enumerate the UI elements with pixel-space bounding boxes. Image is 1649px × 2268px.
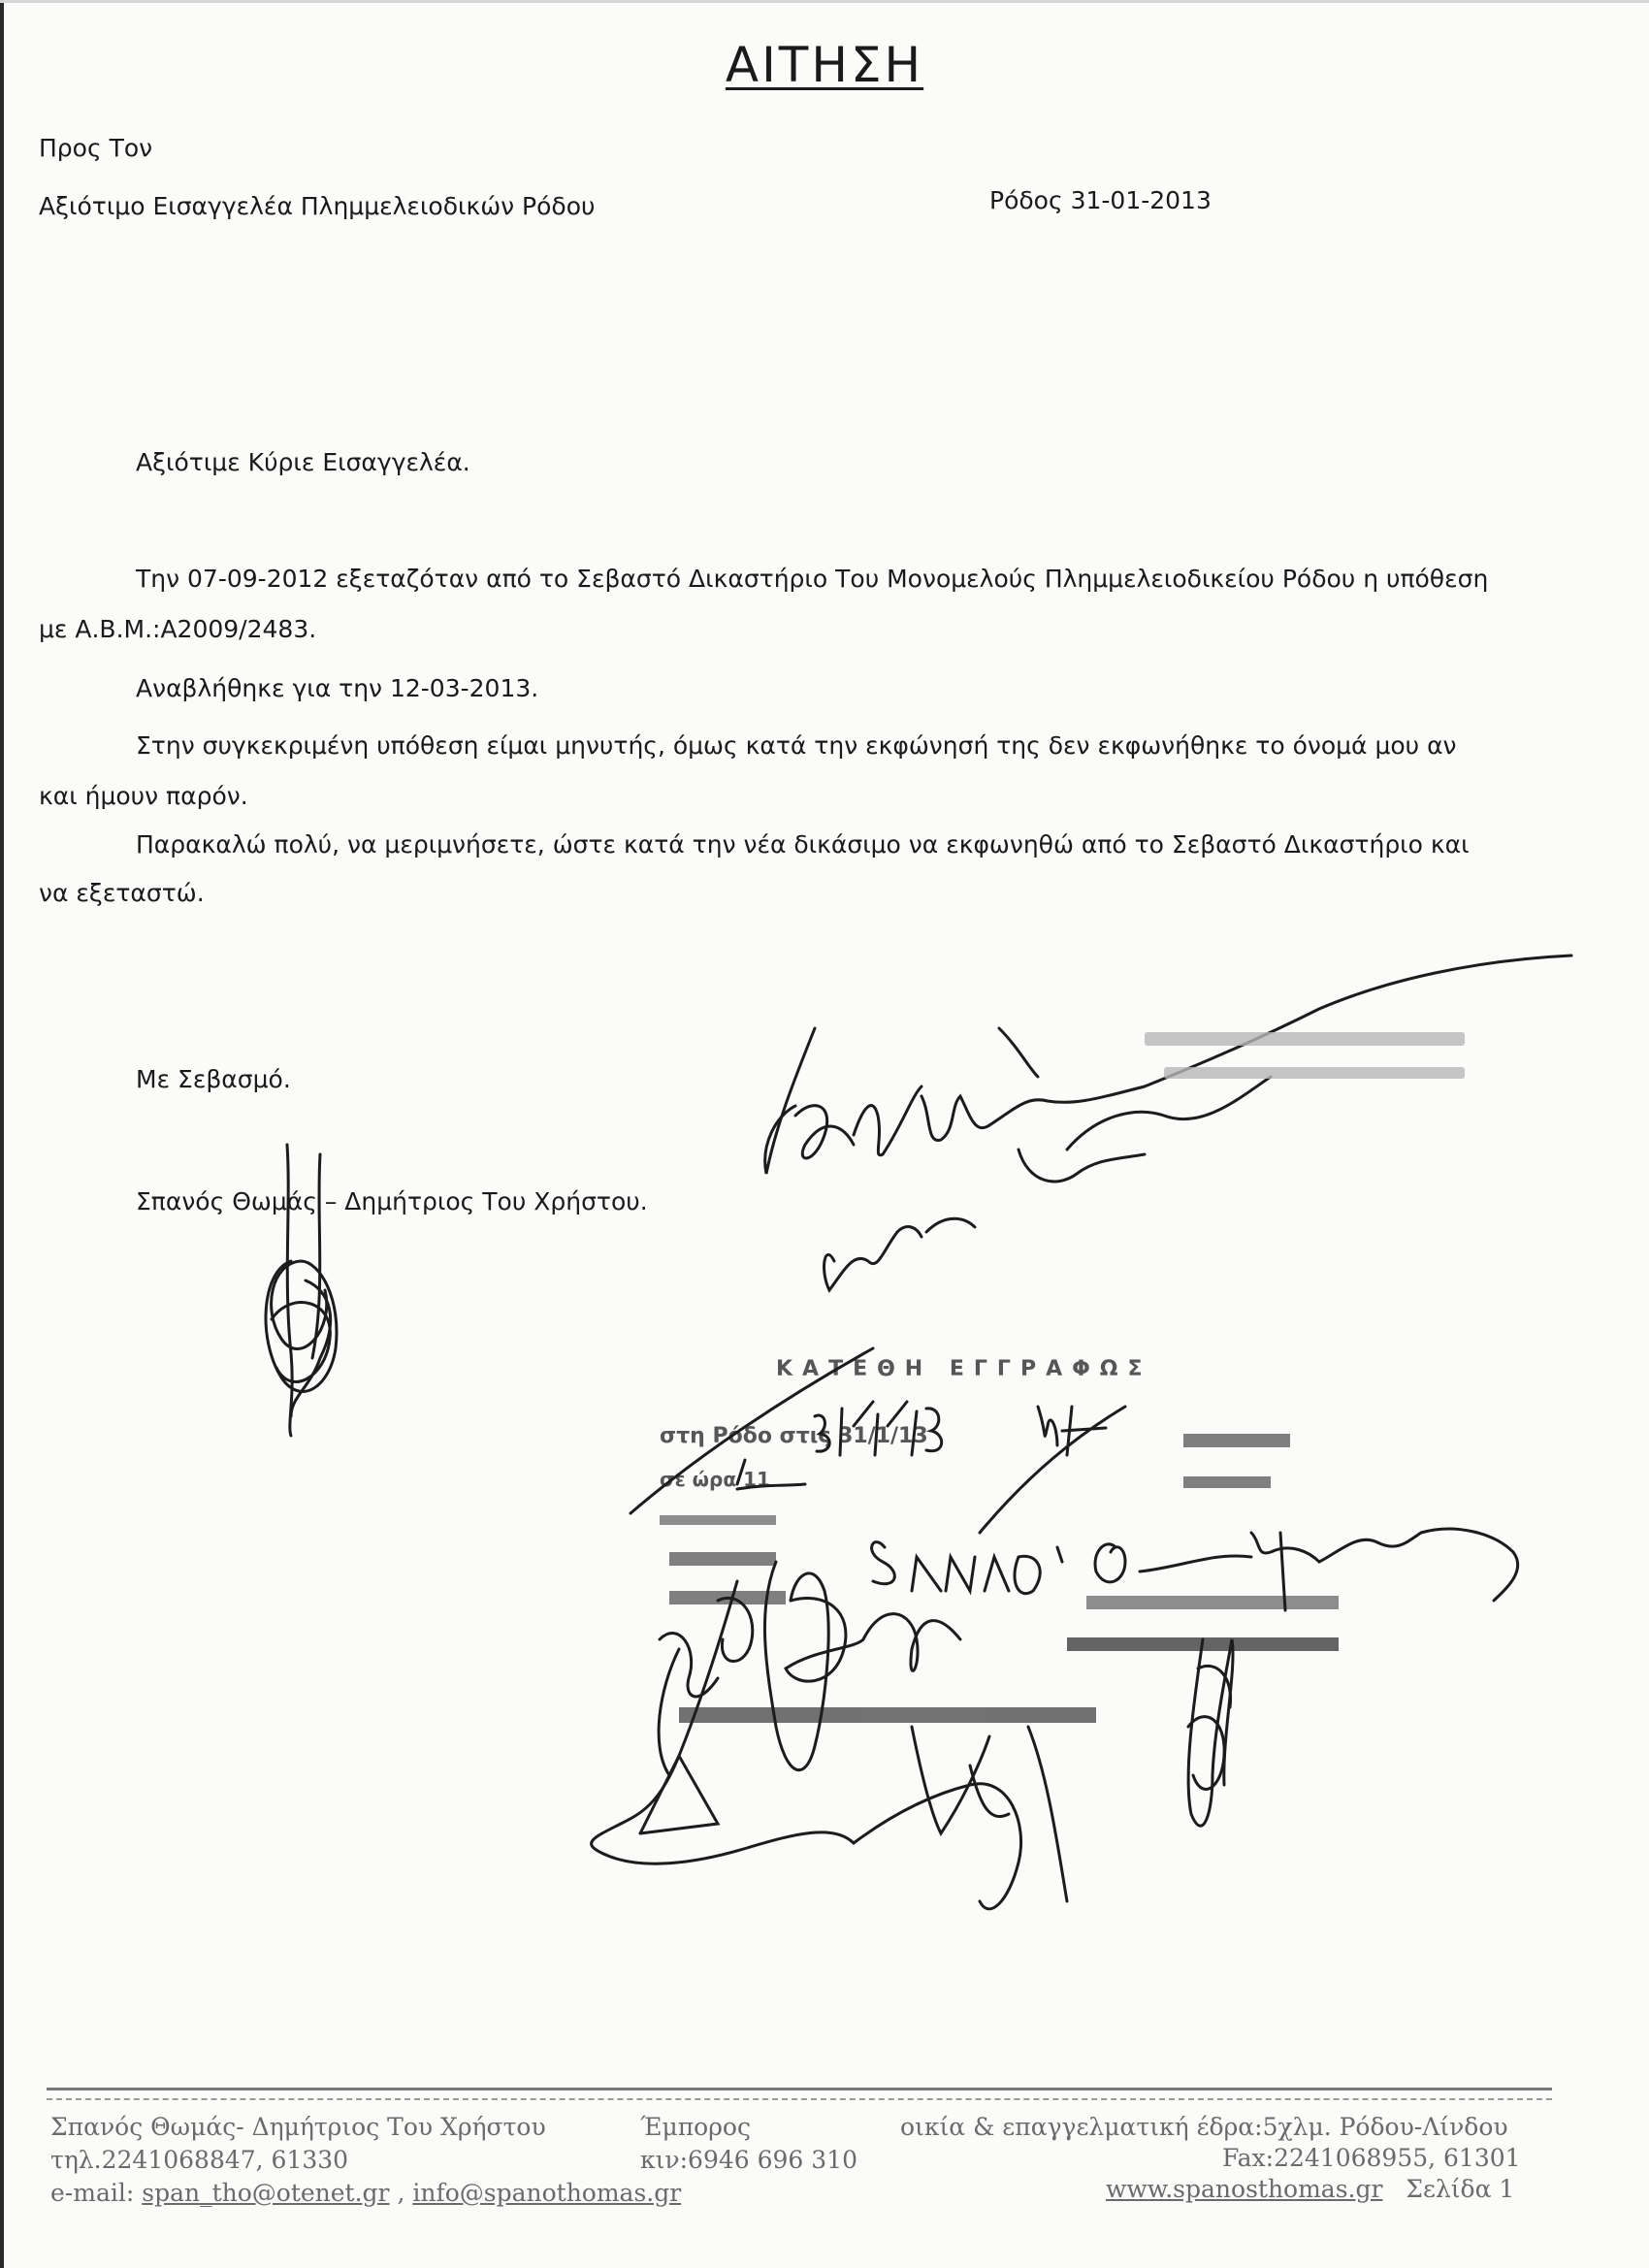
footer-email [50,2179,681,2207]
footer-fax: Fax:2241068955, 61301 [1222,2144,1521,2172]
paragraph-1-line-2: με Α.Β.Μ.:Α2009/2483. [39,615,317,643]
second-signature [1188,1639,1233,1826]
footer-divider [47,2088,1552,2100]
stamp-line-1: ΚΑΤΕΘΗ ΕΓΓΡΑΦΩΣ [776,1357,1152,1381]
footer-email-link-1[interactable]: span_tho@otenet.gr [142,2179,390,2207]
footer-email-separator: , [389,2179,413,2207]
faint-stamp [1145,1032,1465,1079]
footer-profession: Έμπορος [640,2113,751,2141]
footer-mobile: κιν:6946 696 310 [640,2146,857,2174]
footer-web-page [1106,2175,1514,2203]
recipient-line-1: Προς Τον [39,134,153,162]
paragraph-3-line-2: και ήμουν παρόν. [39,782,248,810]
stamp-line-2: στη Ρόδο στις 31/1/13 [660,1424,928,1448]
paragraph-3-line-1: Στην συγκεκριμένη υπόθεση είμαι μηνυτής, όμως κατά την εκφώνησή της δεν εκφωνήθηκε το όνομά μου αν [136,731,1457,760]
paragraph-2: Αναβλήθηκε για την 12-03-2013. [136,674,539,702]
footer-name: Σπανός Θωμάς- Δημήτριος Του Χρήστου [50,2113,546,2141]
recipient-line-2: Αξιότιμο Εισαγγελέα Πλημμελειοδικών Ρόδου [39,192,596,220]
footer-address: οικία & επαγγελματική έδρα:5χλμ. Ρόδου-Λίνδου [900,2113,1508,2141]
stamp-line-3: σε ώρα 11 [660,1468,770,1491]
handwritten-note [765,956,1571,1290]
signatory-name: Σπανός Θωμάς – Δημήτριος Του Χρήστου. [136,1187,648,1215]
closing: Με Σεβασμό. [136,1065,291,1093]
footer-email-label: e-mail: [50,2179,135,2207]
footer-website-link[interactable]: www.spanosthomas.gr [1106,2175,1383,2203]
footer-page-number: Σελίδα 1 [1406,2175,1515,2203]
letter-date: Ρόδος 31-01-2013 [989,186,1212,214]
document-title: ΑΙΤΗΣΗ [725,37,924,93]
salutation: Αξιότιμε Κύριε Εισαγγελέα. [136,448,470,476]
paragraph-4-line-1: Παρακαλώ πολύ, να μεριμνήσετε, ώστε κατά την νέα δικάσιμο να εκφωνηθώ από το Σεβαστό Δικαστήριο και [136,830,1470,859]
footer-phone: τηλ.2241068847, 61330 [50,2146,349,2174]
paragraph-4-line-2: να εξεταστώ. [39,879,205,907]
author-signature [266,1145,337,1436]
footer-email-link-2[interactable]: info@spanothomas.gr [412,2179,682,2207]
paragraph-1-line-1: Την 07-09-2012 εξεταζόταν από το Σεβαστό Δικαστήριο Του Μονομελούς Πλημμελειοδικείου Ρόδου η υπόθεση [136,565,1489,593]
filing-stamp [660,1357,1339,1723]
